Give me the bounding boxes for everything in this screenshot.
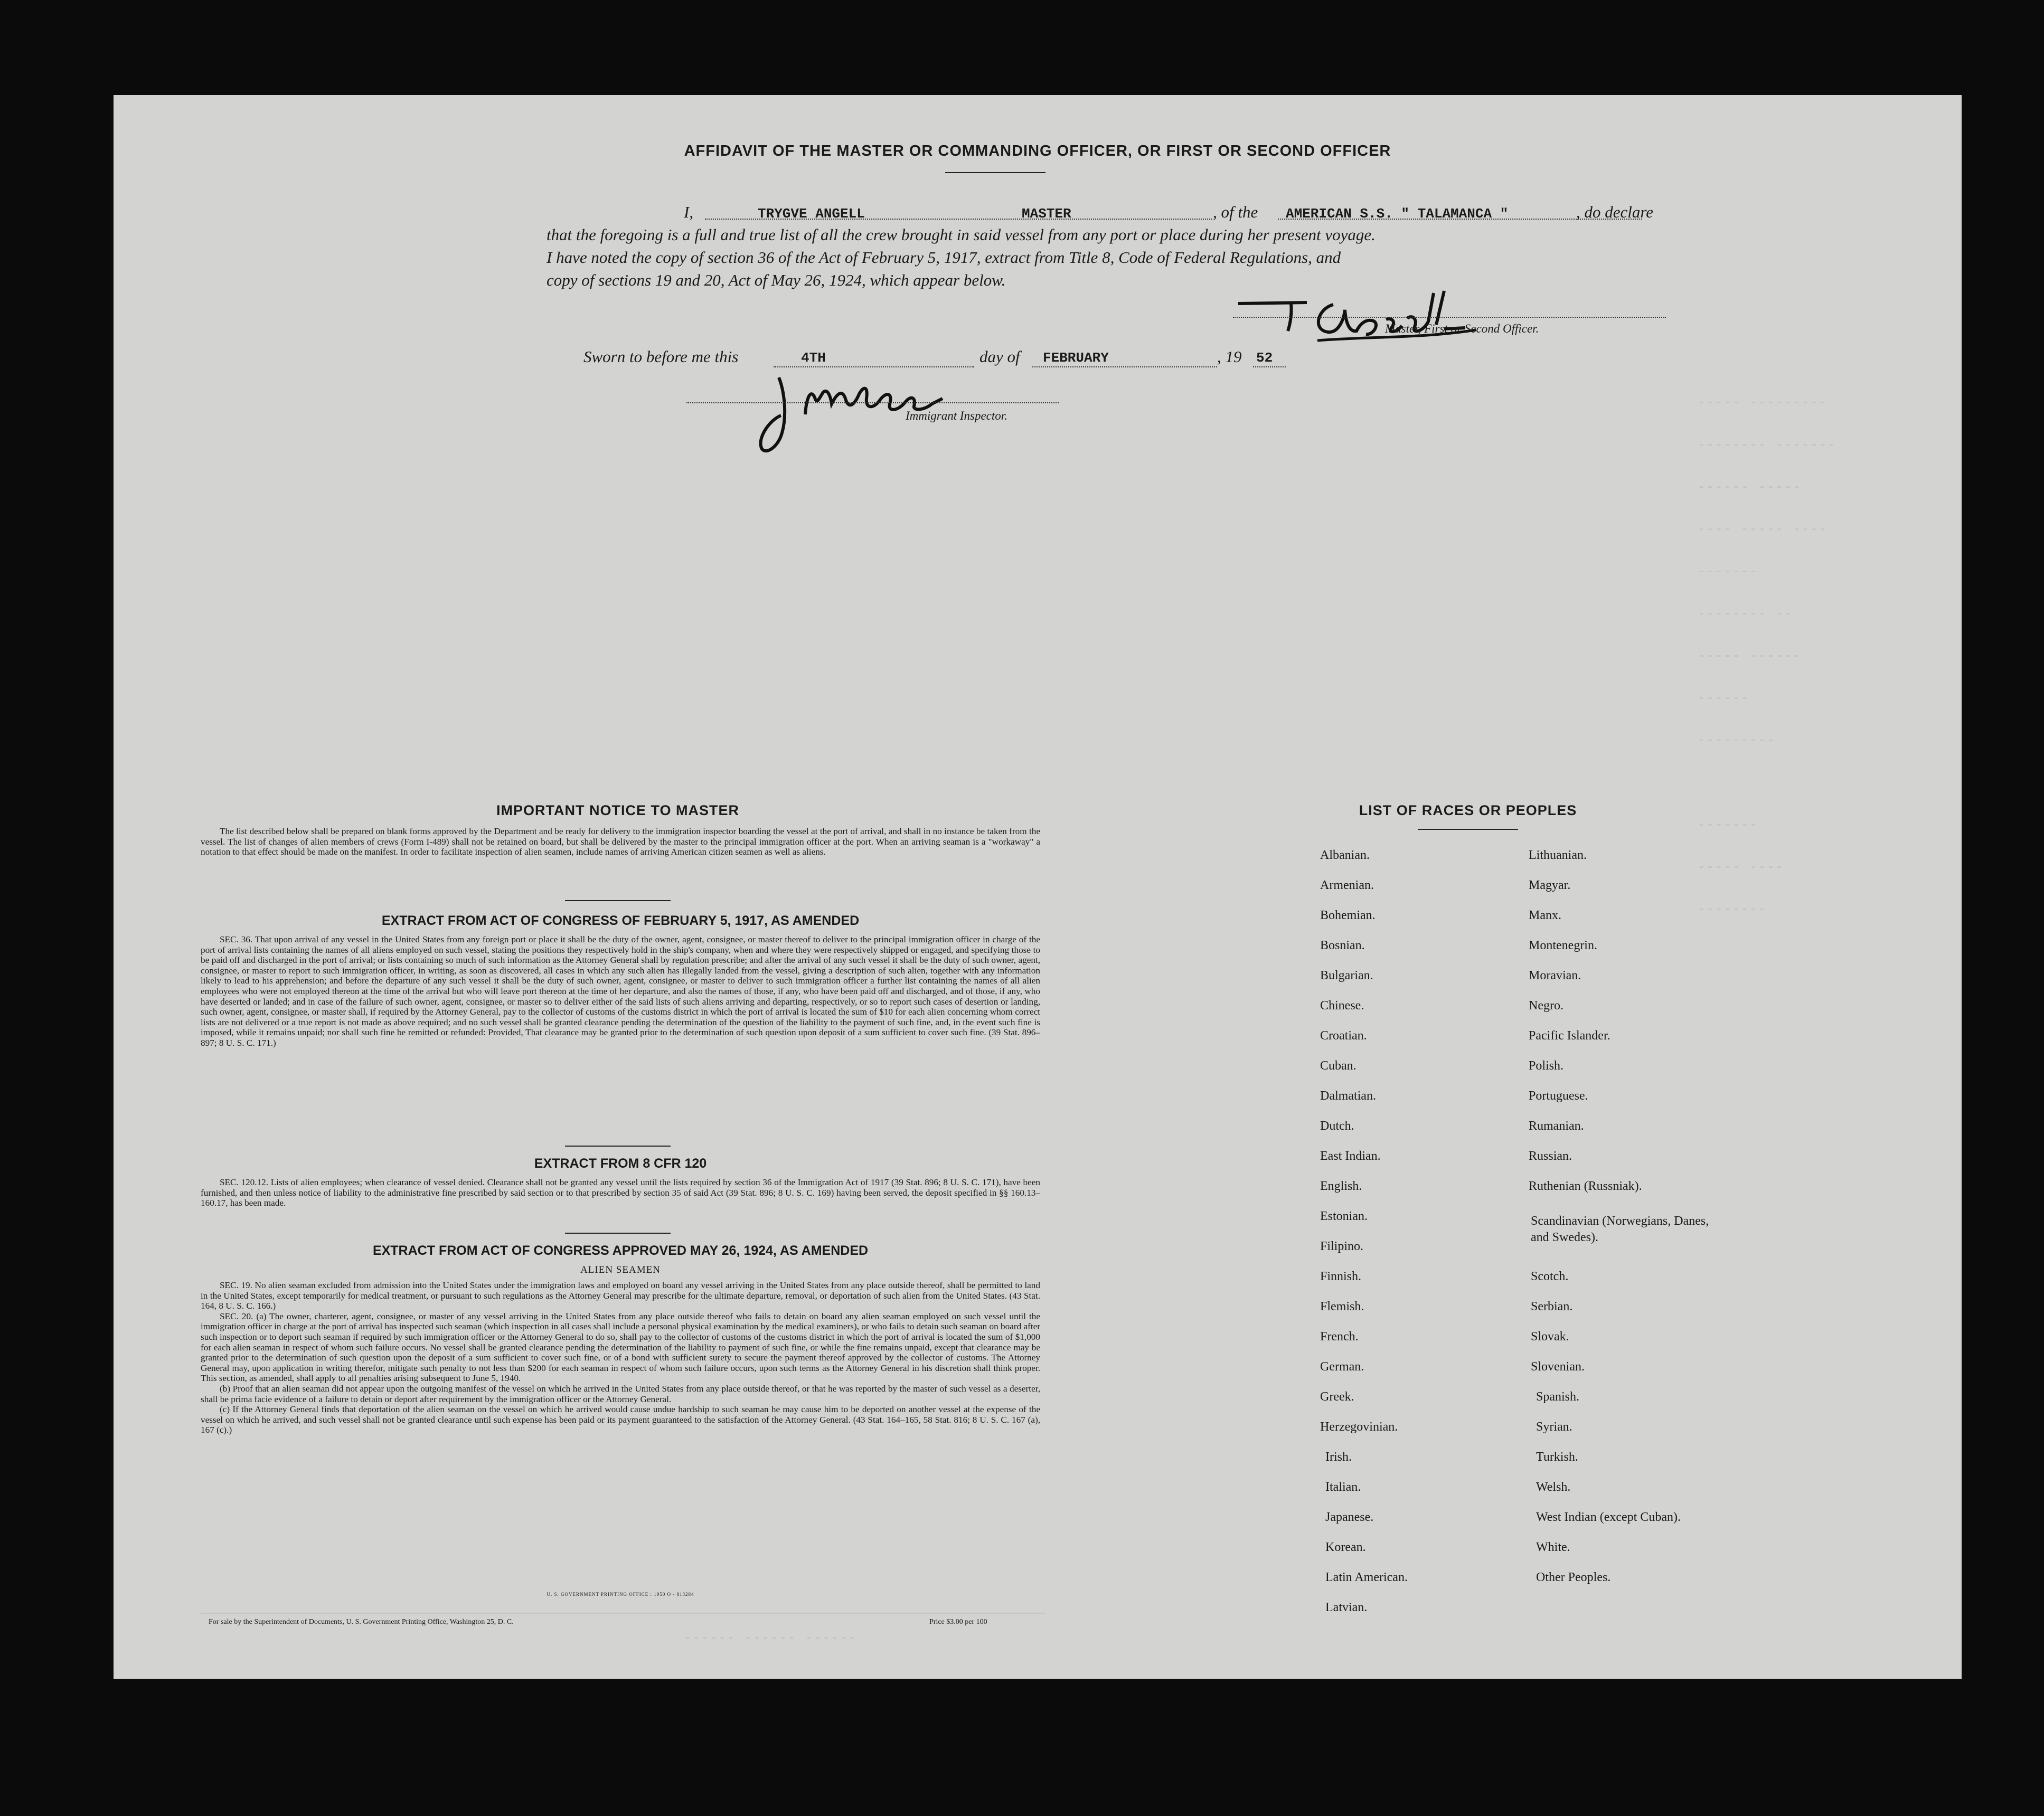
race-item: Manx. [1529, 909, 1561, 922]
race-item: White. [1536, 1540, 1570, 1554]
notice-body [201, 826, 1040, 857]
race-item: Scandinavian (Norwegians, Danes, and Swedes). [1531, 1214, 1709, 1244]
race-item: Turkish. [1536, 1450, 1578, 1464]
extract-1917-text: SEC. 36. That upon arrival of any vessel in the United States from any foreign port or place it shall be the duty of the owner, agent, consignee, or master thereof to deliver to the principal immigration officer in charge of the port of arrival lists containing the names of all aliens employed on such vessel, stating the positions they respectively hold in the ship's company, when and where they were respectively shipped or engaged, and specifying those to be paid off and discharged in the port of arrival; or lists containing so much of such information as the Attorney General shall by regulation prescribe; and after the arrival of any such vessel it shall be the duty of such owner, agent, consignee, or master to report to such immigration officer, in writing, as soon as discovered, all cases in which any such alien has illegally landed from the vessel, giving a description of such alien, together with any information likely to lead to his apprehension; and before the departure of any such vessel it shall be the duty of such owner, agent, consignee, or master to deliver to such immigration officer a further list containing the names of all alien employees who were not employed thereon at the time of the arrival but who will leave port thereon at the time of her departure, and also the names of those, if any, who have been paid off and discharged, and of those, if any, who have deserted or landed; and in case of the failure of such owner, agent, consignee, or master so to deliver either of the said lists of such aliens arriving and departing, respectively, or so to report such cases of desertion or landing, such owner, agent, consignee, or master shall, if required by the Attorney General, pay to the collector of customs of the customs district in which the port of arrival is located the sum of $10 for each alien concerning whom correct lists are not delivered or a true report is not made as above required; and no such vessel shall be granted clearance pending the determination of the question of the liability to the payment of such fine, and, in the event such fine is imposed, while it remains unpaid; nor shall such fine be remitted or refunded: Provided, That clearance may be granted prior to the determination of such question upon deposit of a sum sufficient to cover such fine. (39 Stat. 896–897; 8 U. S. C. 171.) [201, 934, 1040, 1048]
race-item: Montenegrin. [1529, 939, 1597, 952]
master-signature-caption: Master, First or Second Officer. [1385, 322, 1539, 335]
extract-8cfr-title: EXTRACT FROM 8 CFR 120 [534, 1156, 707, 1171]
race-item: Chinese. [1320, 999, 1364, 1013]
race-item: Albanian. [1320, 848, 1370, 862]
race-item: Japanese. [1325, 1510, 1374, 1524]
extract-1917-title: EXTRACT FROM ACT OF CONGRESS OF FEBRUARY 5, 1917, AS AMENDED [381, 913, 860, 928]
year-prefix: , 19 [1217, 347, 1242, 366]
races-title: LIST OF RACES OR PEOPLES [1359, 802, 1577, 818]
race-item: Slovak. [1531, 1330, 1569, 1344]
section-rule [565, 1233, 671, 1234]
footer-right: Price $3.00 per 100 [929, 1618, 987, 1626]
race-item: Polish. [1529, 1059, 1564, 1073]
race-item: Cuban. [1320, 1059, 1357, 1073]
vessel-name: AMERICAN S.S. " TALAMANCA " [1286, 206, 1509, 222]
race-item: Syrian. [1536, 1420, 1572, 1434]
of-the-label: , of the [1213, 203, 1258, 221]
notice-title: IMPORTANT NOTICE TO MASTER [496, 802, 739, 818]
race-item: Negro. [1529, 999, 1563, 1013]
race-item: Latvian. [1325, 1601, 1368, 1614]
form-page: ----- --------- -------- ------- ------ ----- ---- ----- ---- ------- -------- -- ----- ------ ------ --------- ------- ----- ---- -------- ------ ------ ------ AFFIDAVIT OF THE MASTER OR COMMANDING OFFICER, OR FIRST OR SECOND OFFICER I, TRYGVE ANGELL MASTER , of the AMERICAN S.S. " TALAMANCA " , do declare that the foregoing is a full and true list of all the crew brought in said vessel from any port or place during her present voyage. I have noted the copy of section 36 of the Act of February 5, 1917, extract from Title 8, Code of Federal Regulations, and copy of sections 19 and 20, Act of May 26, 1924, which appear below. Master, First or Second Officer. Sworn to before me this 4TH day of FEBRUARY , 19 52 Immigrant Inspector. IMPORTANT NOTICE TO MASTER The list described below shall be prepared on blank forms approved by the Department and be ready for delivery to the immigration inspector boarding the vessel at the port of arrival, and shall in no instance be taken from the vessel. The list of changes of alien members of crews (Form I-489) shall not be retained on board, but shall be delivered by the master to the principal immigration officer at the port. When an arriving seaman is a "workaway" a notation to that effect should be made on the manifest. In order to facilitate inspection of alien seamen, include names of arriving American citizen seamen as well as aliens. EXTRACT FROM ACT OF CONGRESS OF FEBRUARY 5, 1917, AS AMENDED SEC. 36. That upon arrival of any vessel in the United States from any foreign port or place it shall be the duty of the owner, agent, consignee, or master thereof to deliver to the principal immigration officer in charge of the port of arrival lists containing the names of all aliens employed on such vessel, stating the positions they respectively hold in the ship's company, when and where they were respectively shipped or engaged, and specifying those to be paid off and discharged in the port of arrival; or lists containing so much of such information as the Attorney General shall by regulation prescribe; and after the arrival of any such vessel it shall be the duty of such owner, agent, consignee, or master to report to such immigration officer, in writing, as soon as discovered, all cases in which any such alien has illegally landed from the vessel, giving a description of such alien, together with any information likely to lead to his apprehension; and before the departure of any such vessel it shall be the duty of such owner, agent, consignee, or master to deliver to such immigration officer a further list containing the names of all alien employees who were not employed thereon at the time of the arrival but who will leave port thereon at the time of her departure, and also the names of those, if any, who have been paid off and discharged, and of those, if any, who have deserted or landed; and in case of the failure of such owner, agent, consignee, or master so to deliver either of the said lists of such aliens arriving and departing, respectively, or so to report such cases of desertion or landing, such owner, agent, consignee, or master shall, if required by the Attorney General, pay to the collector of customs of the customs district in which the port of arrival is located the sum of $10 for each alien concerning whom correct lists are not delivered or a true report is not made as above required; and no such vessel shall be granted clearance pending the determination of the question of the liability to the payment of such fine, and, in the event such fine is imposed, while it remains unpaid; nor shall such fine be remitted or refunded: Provided, That clearance may be granted prior to the determination of such question upon deposit of a sum sufficient to cover such fine. (39 Stat. 896–897; 8 U. S. C. 171.) EXTRACT FROM 8 CFR 120 SEC. 120.12. Lists of alien employees; when clearance of vessel denied. Clearance shall not be granted any vessel until the lists required by section 36 of the Immigration Act of 1917 (39 Stat. 896; 8 U. S. C. 171), have been furnished, and then unless notice of liability to the administrative fine prescribed by said section or to that prescribed by section 35 of said Act (39 Stat. 896; 8 U. S. C. 169) having been served, the deposit specified in §§ 160.13–160.17, has been made. EXTRACT FROM ACT OF CONGRESS APPROVED MAY 26, 1924, AS AMENDED ALIEN SEAMEN SEC. 19. No alien seaman excluded from admission into the United States under the immigration laws and employed on board any vessel arriving in the United States from any place outside thereof, shall be permitted to land in the United States, except temporarily for medical treatment, or pursuant to such regulations as the Attorney General may prescribe for the ultimate departure, removal, or deportation of such alien from the United States. (43 Stat. 164, 8 U. S. C. 166.) SEC. 20. (a) The owner, charterer, agent, consignee, or master of any vessel arriving in the United States from any place outside thereof who fails to detain on board any alien seaman employed on such vessel until the immigration officer in charge at the port of arrival has inspected such seaman (which inspection in all cases shall include a personal physical examination by the medical examiners), or who fails to detain such seaman on board after such inspection or to deport such seaman if required by such immigration officer or the Attorney General to do so, shall pay to the collector of customs of the customs district in which the port of arrival is located the sum of $1,000 for each alien seaman in respect of whom such failure occurs. No vessel shall be granted clearance pending the determination of the liability to payment of such fine, or while the fine remains unpaid, except that clearance may be granted prior to the determination of such question upon the deposit of a sum sufficient to cover such fine, or of a bond with sufficient surety to secure the payment thereof approved by the collector of customs. The Attorney General may, upon application in writing therefor, mitigate such penalty to not less than $200 for each seaman in respect of whom such failure occurs, upon such terms as the Attorney General in his discretion shall think proper. This section, as amended, shall apply to all penalties arising subsequent to June 5, 1940. (b) Proof that an alien seaman did not appear upon the outgoing manifest of the vessel on which he arrived in the United States from any place outside thereof, or that he was reported by the master of such vessel as a deserter, shall be prima facie evidence of a failure to detain or deport after requirement by the immigration officer or the Attorney General. (c) If the Attorney General finds that deportation of the alien seaman on the vessel on which he arrived would cause undue hardship to such seaman he may cause him to be deported on another vessel at the expense of the vessel on which he arrived, and such vessel shall not be granted clearance until such expense has been paid or its payment guaranteed to the satisfaction of the Attorney General. (43 Stat. 164–165, 58 Stat. 816; 8 U. S. C. 167 (a), 167 (c).) U. S. GOVERNMENT PRINTING OFFICE : 1950 O - 813284 For sale by the Superintendent of Documents, U. S. Government Printing Office, Washington 25, D. C. Price $3.00 per 100 LIST OF RACES OR PEOPLES Albanian. Armenian. Bohemian. Bosnian. Bulgarian. Chinese. Croatian. Cuban. Dalmatian. Dutch. East Indian. English. Estonian. Filipino. Finnish. Flemish. French. German. Greek. Herzegovinian. Irish. Italian. Japanese. Korean. Latin American. Latvian. Lithuanian. Magyar. Manx. Montenegrin. Moravian. Negro. Pacific Islander. Polish. Portuguese. Rumanian. Russian. Ruthenian (Russniak). Scandinavian (Norwegians, Danes, and Swedes). Scotch. Serbian. Slovak. Slovenian. Spanish. Syrian. Turkish. Welsh. West Indian (except Cuban). White. Other Peoples. [114, 95, 1962, 1679]
race-item: Pacific Islander. [1529, 1029, 1610, 1043]
declaration [547, 201, 1666, 291]
race-item: Slovenian. [1531, 1360, 1585, 1374]
extract-8cfr-text: SEC. 120.12. Lists of alien employees; when clearance of vessel denied. Clearance shall not be granted any vessel until the lists required by section 36 of the Immigration Act of 1917 (39 Stat. 896; 8 U. S. C. 171), have been furnished, and then unless notice of liability to the administrative fine prescribed by said section or to that prescribed by section 35 of said Act (39 Stat. 896; 8 U. S. C. 169) having been served, the deposit specified in §§ 160.13–160.17, has been made. [201, 1177, 1040, 1208]
sec-20a-text: SEC. 20. (a) The owner, charterer, agent, consignee, or master of any vessel arriving in the United States from any place outside thereof who fails to detain on board any alien seaman employed on such vessel until the immigration officer in charge at the port of arrival has inspected such seaman (which inspection in all cases shall include a personal physical examination by the medical examiners), or who fails to detain such seaman on board after such inspection or to deport such seaman if required by such immigration officer or the Attorney General to do so, shall pay to the collector of customs of the customs district in which the port of arrival is located the sum of $1,000 for each alien seaman in respect of whom such failure occurs. No vessel shall be granted clearance pending the determination of the liability to payment of such fine, or while the fine remains unpaid, except that clearance may be granted prior to the determination of such question upon the deposit of a sum sufficient to cover such fine, or of a bond with sufficient surety to secure the payment thereof approved by the collector of customs. The Attorney General may, upon application in writing therefor, mitigate such penalty to not less than $200 for each seaman in respect of whom such failure occurs, upon such terms as the Attorney General in his discretion shall think proper. This section, as amended, shall apply to all penalties arising subsequent to June 5, 1940. [201, 1311, 1040, 1384]
sworn-day: 4TH [801, 350, 826, 366]
race-item: Welsh. [1536, 1480, 1571, 1494]
race-item: German. [1320, 1360, 1364, 1374]
race-item: French. [1320, 1330, 1359, 1344]
race-item: Ruthenian (Russniak). [1529, 1179, 1642, 1193]
race-item: Dutch. [1320, 1119, 1354, 1133]
race-item: Spanish. [1536, 1390, 1580, 1404]
inspector-caption: Immigrant Inspector. [906, 409, 1007, 422]
section-rule [565, 900, 671, 901]
race-item: Latin American. [1325, 1571, 1408, 1584]
race-item: Bohemian. [1320, 909, 1376, 922]
race-item: East Indian. [1320, 1149, 1381, 1163]
sworn-year: 52 [1256, 350, 1273, 366]
sworn-line [583, 347, 1455, 370]
rank-value: MASTER [1022, 206, 1071, 222]
race-item: Croatian. [1320, 1029, 1367, 1043]
affidavit-title: AFFIDAVIT OF THE MASTER OR COMMANDING OFFICER, OR FIRST OR SECOND OFFICER [684, 143, 1391, 159]
extract-1924-subtitle: ALIEN SEAMEN [580, 1264, 661, 1275]
sec-20c-text: (c) If the Attorney General finds that deportation of the alien seaman on the vessel on which he arrived would cause undue hardship to such seaman he may cause him to be deported on another vessel at the expense of the vessel on which he arrived, and such vessel shall not be granted clearance until such expense has been paid or its payment guaranteed to the satisfaction of the Attorney General. (43 Stat. 164–165, 58 Stat. 816; 8 U. S. C. 167 (a), 167 (c).) [201, 1404, 1040, 1435]
sec-19-text: SEC. 19. No alien seaman excluded from admission into the United States under the immigration laws and employed on board any vessel arriving in the United States from any place outside thereof, shall be permitted to land in the United States, except temporarily for medical treatment, or pursuant to such regulations as the Attorney General may prescribe for the ultimate departure, removal, or deportation of such alien from the United States. (43 Stat. 164, 8 U. S. C. 166.) [201, 1280, 1040, 1311]
extract-1917-body [201, 934, 1040, 1048]
day-of-label: day of [979, 347, 1020, 366]
race-item: Other Peoples. [1536, 1571, 1611, 1584]
sec-20b-text: (b) Proof that an alien seaman did not appear upon the outgoing manifest of the vessel on which he arrived in the United States from any place outside thereof, or that he was reported by the master of such vessel as a deserter, shall be prima facie evidence of a failure to detain or deport after requirement by the immigration officer or the Attorney General. [201, 1383, 1040, 1404]
race-item: West Indian (except Cuban). [1536, 1510, 1681, 1524]
title-rule [945, 172, 1045, 173]
races-title-rule [1418, 829, 1518, 830]
race-item: Irish. [1325, 1450, 1352, 1464]
section-rule [565, 1146, 671, 1147]
race-item: Herzegovinian. [1320, 1420, 1398, 1434]
race-item: Korean. [1325, 1540, 1366, 1554]
race-item: Bulgarian. [1320, 969, 1373, 982]
extract-1924-body [201, 1280, 1040, 1435]
i-label: I, [684, 203, 694, 221]
do-declare-label: , do declare [1576, 203, 1654, 221]
race-item: Rumanian. [1529, 1119, 1584, 1133]
race-item: Finnish. [1320, 1270, 1362, 1283]
race-item: Greek. [1320, 1390, 1354, 1404]
race-item: Scotch. [1531, 1270, 1569, 1283]
sworn-label: Sworn to before me this [583, 347, 739, 366]
notice-text: The list described below shall be prepared on blank forms approved by the Department and be ready for delivery to the immigration inspector boarding the vessel at the port of arrival, and shall in no instance be taken from the vessel. The list of changes of alien members of crews (Form I-489) shall not be retained on board, but shall be delivered by the master to the principal immigration officer at the port. When an arriving seaman is a "workaway" a notation to that effect should be made on the manifest. In order to facilitate inspection of alien seamen, include names of arriving American citizen seamen as well as aliens. [201, 826, 1040, 857]
race-item: Armenian. [1320, 878, 1374, 892]
race-item: Serbian. [1531, 1300, 1573, 1313]
race-item: Moravian. [1529, 969, 1581, 982]
master-signature-line [1233, 317, 1666, 318]
sworn-month: FEBRUARY [1043, 350, 1109, 366]
extract-1924-title: EXTRACT FROM ACT OF CONGRESS APPROVED MAY 26, 1924, AS AMENDED [372, 1243, 869, 1258]
declaration-line-3: I have noted the copy of section 36 of the Act of February 5, 1917, extract from Title 8, Code of Federal Regulations, and [547, 248, 1341, 267]
race-item: Bosnian. [1320, 939, 1365, 952]
race-item: Russian. [1529, 1149, 1572, 1163]
race-item: Flemish. [1320, 1300, 1364, 1313]
race-item: Dalmatian. [1320, 1089, 1376, 1103]
race-item: Magyar. [1529, 878, 1571, 892]
race-item: Italian. [1325, 1480, 1361, 1494]
declaration-line-4: copy of sections 19 and 20, Act of May 26, 1924, which appear below. [547, 271, 1006, 289]
race-item: Estonian. [1320, 1209, 1368, 1223]
race-item: English. [1320, 1179, 1362, 1193]
race-item: Filipino. [1320, 1240, 1364, 1253]
race-item: Lithuanian. [1529, 848, 1587, 862]
footer-left: For sale by the Superintendent of Documents, U. S. Government Printing Office, Washington 25, D. C. [209, 1618, 514, 1626]
race-item: Portuguese. [1529, 1089, 1588, 1103]
gpo-line: U. S. GOVERNMENT PRINTING OFFICE : 1950 O - 813284 [547, 1592, 694, 1597]
extract-8cfr-body [201, 1177, 1040, 1208]
declaration-line-2: that the foregoing is a full and true list of all the crew brought in said vessel from any port or place during her present voyage. [547, 225, 1376, 244]
inspector-signature-line [686, 402, 1059, 403]
master-name: TRYGVE ANGELL [758, 206, 865, 222]
